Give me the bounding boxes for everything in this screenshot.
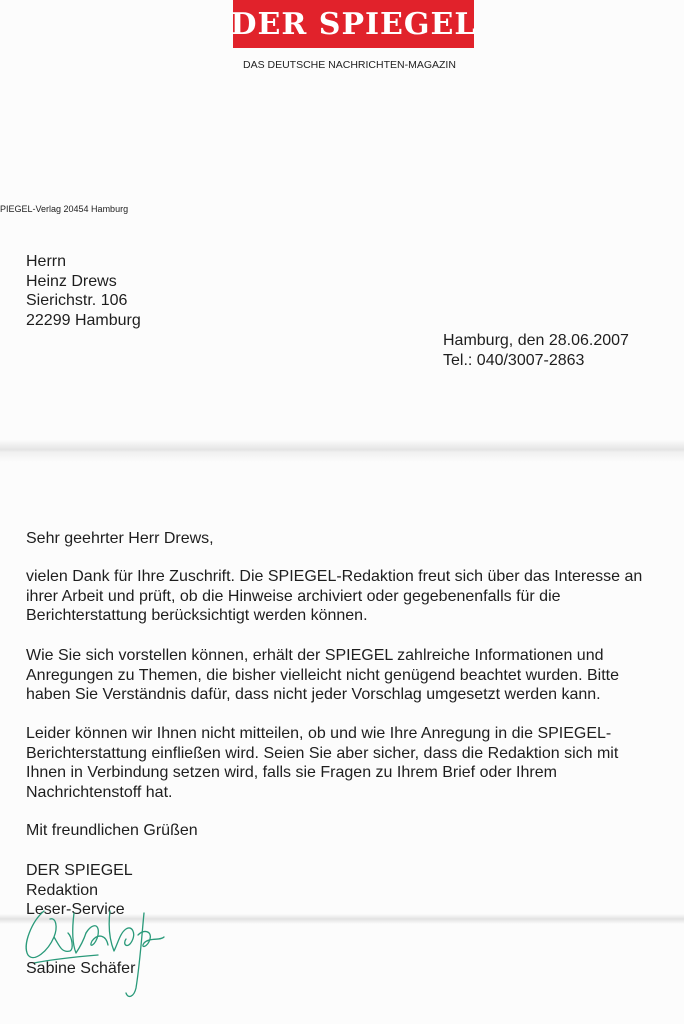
sender-return-address: PIEGEL-Verlag 20454 Hamburg <box>0 204 129 214</box>
spiegel-logo <box>230 0 477 48</box>
recipient-city: 22299 Hamburg <box>26 311 141 329</box>
signer-name: Sabine Schäfer <box>26 960 136 977</box>
letter-date: Hamburg, den 28.06.2007 <box>443 332 629 349</box>
paragraph-line: Berichterstattung berücksichtigt werden können. <box>26 607 368 625</box>
paragraph-3 <box>26 724 684 802</box>
date-block <box>443 331 629 370</box>
paragraph-line: Nachrichtenstoff hat. <box>26 783 173 801</box>
closing-phrase: Mit freundlichen Grüßen <box>26 822 198 839</box>
paragraph-line: Wie Sie sich vorstellen können, erhält der SPIEGEL zahlreiche Informationen und <box>26 647 604 664</box>
paragraph-2 <box>26 646 684 705</box>
paragraph-line: Anregungen zu Themen, die bisher vielleicht nicht genügend beachtet wurden. Bitte <box>26 666 619 684</box>
paragraph-line: Ihnen in Verbindung setzen wird, falls sie Fragen zu Ihrem Brief oder Ihrem <box>26 764 557 782</box>
logo-text: DER SPIEGEL <box>230 6 477 42</box>
paragraph-line: ihrer Arbeit und prüft, ob die Hinweise archiviert oder gegebenenfalls für die <box>26 587 561 605</box>
signature-org: DER SPIEGEL <box>26 862 133 879</box>
paper-fold-top <box>0 440 684 462</box>
paragraph-line: vielen Dank für Ihre Zuschrift. Die SPIEGEL-Redaktion freut sich über das Interesse an <box>26 568 643 585</box>
recipient-name: Heinz Drews <box>26 272 117 290</box>
recipient-salutation: Herrn <box>26 253 67 270</box>
paragraph-1 <box>26 567 684 626</box>
handwritten-signature <box>14 893 184 1008</box>
paragraph-line: Leider können wir Ihnen nicht mitteilen, ob und wie Ihre Anregung in die SPIEGEL- <box>26 725 612 742</box>
signature-dept: Redaktion <box>26 881 99 899</box>
paragraph-line: Berichterstattung einfließen wird. Seien Sie aber sicher, dass die Redaktion sich mit <box>26 744 619 762</box>
recipient-address <box>26 252 141 330</box>
paragraph-line: haben Sie Verständnis dafür, dass nicht jeder Vorschlag umgesetzt werden kann. <box>26 686 601 704</box>
signature-service: Leser-Service <box>26 901 125 919</box>
letter-salutation: Sehr geehrter Herr Drews, <box>26 530 214 547</box>
phone-number: Tel.: 040/3007-2863 <box>443 351 585 369</box>
recipient-street: Sierichstr. 106 <box>26 292 128 310</box>
logo-tagline: DAS DEUTSCHE NACHRICHTEN-MAGAZIN <box>243 59 456 71</box>
